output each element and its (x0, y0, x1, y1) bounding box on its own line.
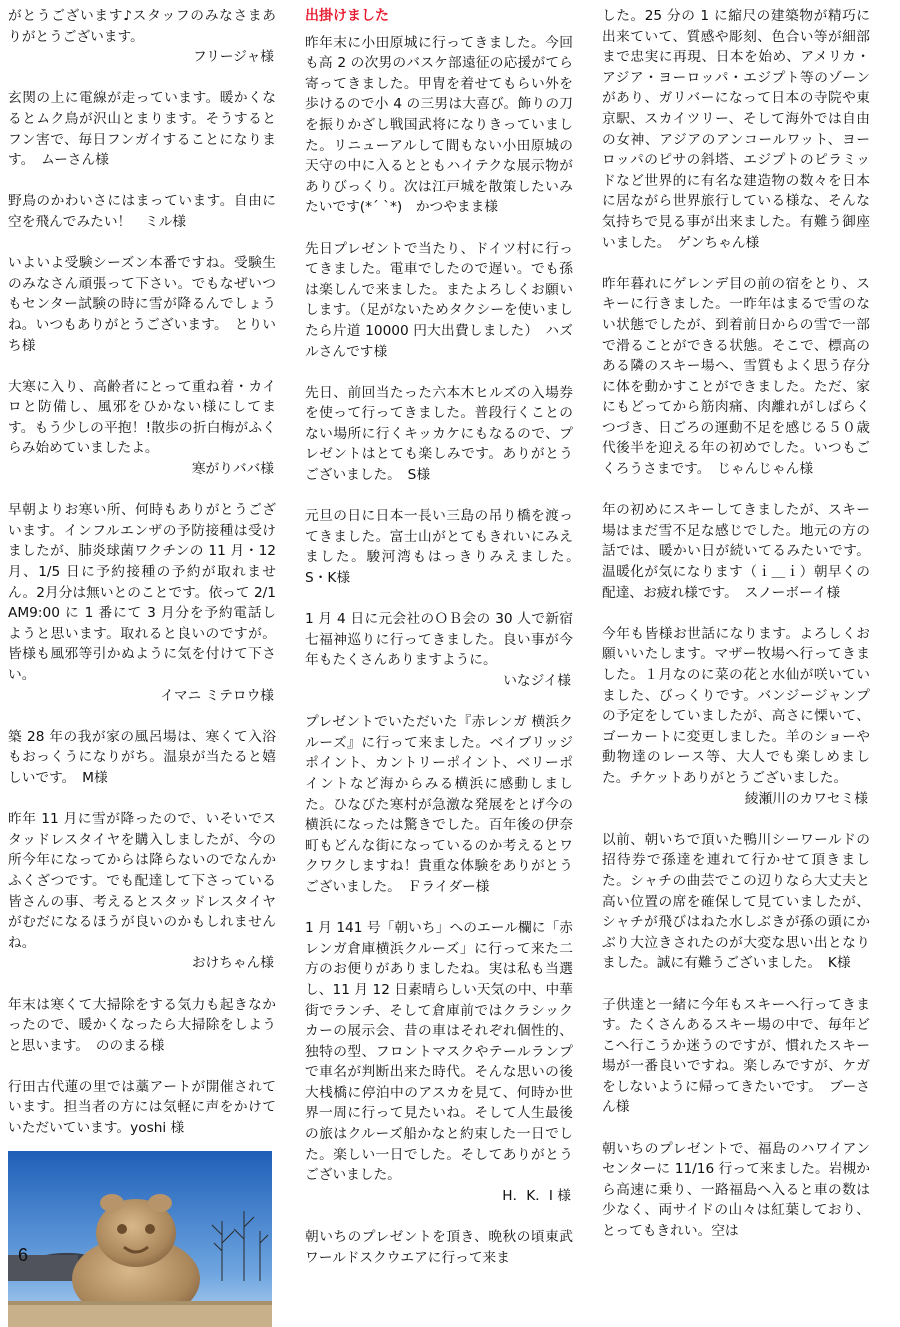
letter-text: 昨年暮れにゲレンデ目の前の宿をとり、スキーに行きました。一昨年はまるで雪のない状態でしたが、到着前日からの雪で一部で滑ることができる状態。そこで、標高のある隣のスキー場へ、雪質もよく思う存分に体を動かすことができました。ただ、家にもどってから筋肉痛、肉離れがしばらくつづき、日ごろの運動不足を感じる５０歳代後半を迎える年の初めでした。いつもごくろうさまです。 じゃんじゃん様 (602, 275, 870, 478)
letter-text: 年末は寒くて大掃除をする気力も起きなかったので、暖かくなったら大掃除をしようと思います。 ののまる様 (8, 996, 276, 1054)
letter-entry (305, 239, 573, 363)
column-2 (305, 6, 587, 1289)
letter-entry (8, 191, 276, 232)
letter-entry (305, 1227, 573, 1268)
letter-entry (305, 918, 573, 1206)
letter-entry (8, 809, 276, 974)
letter-entry (602, 995, 870, 1119)
letter-entry (8, 995, 276, 1057)
letter-entry (8, 500, 276, 706)
letter-text: 先日、前回当たった六本木ヒルズの入場券を使って行ってきました。普段行くことのない場所に行くキッカケにもなるので、プレゼントはとても楽しみです。ありがとうございました。 S様 (305, 384, 573, 484)
letter-text: 早朝よりお寒い所、何時もありがとうございます。インフルエンザの予防接種は受けましたが、肺炎球菌ワクチンの 11 月・12 月、1/5 日に予約接種の予約が取れません。2月分は無いとのことです。依って 2/1AM9:00 に 1 番にて 3 月分を予約電話しようと思います。取れると良いのですが。皆様も風邪等引かぬように気を付けて下さい。 (8, 502, 276, 683)
letter-text: 築 28 年の我が家の風呂場は、寒くて入浴もおっくうになりがち。温泉が当たると嬉しいです。 M様 (8, 728, 276, 786)
straw-art-photo (8, 1151, 272, 1327)
letter-text: 元旦の日に日本一長い三島の吊り橋を渡ってきました。富士山がとてもきれいにみえました。駿河湾もはっきりみえました。 S・K様 (305, 508, 587, 587)
letter-entry (8, 377, 276, 480)
letter-entry (8, 88, 276, 170)
letter-text: 大寒に入り、高齢者にとって重ね着・カイロと防備し、風邪をひかない様にしてます。もう少しの平抱！!散歩の折白梅がふくらみ始めていましたよ。 (8, 378, 276, 457)
letter-signature: H．K．I 様 (502, 1187, 571, 1204)
page-number: 6 (18, 1245, 29, 1265)
letter-entry (602, 624, 870, 809)
letter-text: 今年も皆様お世話になります。よろしくお願いいたします。マザー牧場へ行ってきました。１月なのに菜の花と水仙が咲いていました、びっくりです。バンジージャンプの予定をしていましたが、高さに慄いて、ゴーカートに変更しました。羊のショーや動物達のレース等、大人でも楽しめました。チケットありがとうございました。 (602, 625, 870, 786)
letter-text: 朝いちのプレゼントで、福島のハワイアンセンターに 11/16 行って来ました。岩槻から高速に乗り、一路福島へ入ると車の数は少なく、両サイドの山々は紅葉しており、とってもきれい。空は (602, 1140, 870, 1240)
letter-signature: 綾瀬川のカワセミ様 (744, 790, 868, 807)
letter-text: 朝いちのプレゼントを頂き、晩秋の頃東武ワールドスクウエアに行って来ま (305, 1229, 573, 1266)
letter-text: 1 月 141 号「朝いち」へのエール欄に「赤レンガ倉庫横浜クルーズ」に行って来た二方のお便りがありましたね。実は私も当選し、11 月 12 日素晴らしい天気の中、中華街でランチ、そして倉庫前ではクラシックカーの展示会、昔の車はそれぞれ個性的、独特の型、フロントマスクやテールランプで車名が判断出来た時代。そんな思いの後大桟橋に停泊中のアスカを見て、何時か世界一周に行って見たいね。そして人生最後の旅はクルーズ船かなと約束した一日でした。楽しい一日でした。そしてありがとうございました。 (305, 920, 573, 1184)
letter-entry (602, 1139, 870, 1242)
letter-text: 昨年末に小田原城に行ってきました。今回も高 2 の次男のバスケ部遠征の応援がてら寄ってきました。甲冑を着せてもらい外を歩けるので小 4 の三男は大喜び。飾りの刀を振りかざし戦国武将になりきっていました。リニューアルして間もない小田原城の天守の中に入るとともハイテクな展示物がありびっくり。次は江戸城を散策したいみたいです(*´ `*) かつやまま様 (305, 34, 573, 216)
letter-signature: おけちゃん様 (191, 955, 274, 972)
letter-entry (305, 506, 587, 588)
letter-text: 玄関の上に電線が走っています。暖かくなるとムク鳥が沢山とまります。そうするとフン害で、毎日フンガイすることになります。 ムーさん様 (8, 90, 276, 169)
letter-text: いよいよ受験シーズン本番ですね。受験生のみなさん頑張って下さい。でもなぜいつもセンター試験の時に雪が降るんでしょうね。いつもありがとうございます。 とりいち様 (8, 255, 276, 354)
letter-signature: イマニ ミテロウ様 (160, 687, 274, 704)
letter-entry (8, 1077, 276, 1139)
letter-entry (8, 727, 276, 789)
letter-entry (305, 33, 573, 218)
letter-signature: フリージャ様 (192, 49, 274, 66)
column-1 (8, 6, 276, 1327)
letter-text: 行田古代蓮の里では藁アートが開催されています。担当者の方には気軽に声をかけていただいています。yoshi 様 (8, 1078, 276, 1137)
letter-entry (602, 6, 870, 253)
letter-text: 先日プレゼントで当たり、ドイツ村に行ってきました。電車でしたので遅い。でも孫は楽しんで来ました。またよろしくお願いします。（足がないためタクシーを使いましたら片道 10000 円大出費しました） ハズルさんです様 (305, 240, 573, 360)
letter-text: 年の初めにスキーしてきましたが、スキー場はまだ雪不足な感じでした。地元の方の話では、暖かい日が続いてるみたいです。温暖化が気になります（ｉ＿ｉ）朝早くの配達、お疲れ様です。 スノーボーイ様 (602, 502, 870, 601)
section-heading: 出掛けました (305, 8, 389, 24)
letter-text: がとうございます♪スタッフのみなさまありがとうございます。 (8, 8, 276, 45)
letter-entry (305, 609, 573, 691)
letter-entry (602, 830, 870, 974)
letter-entry (602, 274, 870, 480)
column-3 (602, 6, 870, 1262)
letter-entry (305, 712, 573, 897)
letter-text: 野鳥のかわいさにはまっています。自由に空を飛んでみたい！ ミル様 (8, 193, 276, 230)
letter-entry (8, 6, 276, 68)
letter-entry (602, 500, 870, 603)
letter-text: プレゼントでいただいた『赤レンガ 横浜クルーズ』に行って来ました。ベイブリッジポイント、カントリーポイント、ベリーポイントなど海からみる横浜に感動しました。ひなびた寒村が急激な発展をとげ今の横浜になったは驚きでした。百年後の伊奈町もどんな街になっているのか考えるとワクワクしますね！貴重な体験をありがとうございました。 Ｆライダー様 (305, 714, 573, 895)
letter-text: 1 月 4 日に元会社のＯＢ会の 30 人で新宿七福神巡りに行ってきました。良い事が今年もたくさんありますように。 (305, 611, 573, 669)
letter-text: 子供達と一緒に今年もスキーへ行ってきます。たくさんあるスキー場の中で、毎年どこへ行こうか迷うのですが、慣れたスキー場が一番良いですね。楽しみですが、ケガをしないように帰ってきたいです。 ブーさん様 (602, 996, 870, 1116)
letter-text: 昨年 11 月に雪が降ったので、いそいでスタッドレスタイヤを購入しましたが、今の所今年になってからは降らないのでなんかふくざつです。でも配達して下さっている皆さんの事、考えるとスタッドレスタイヤがむだになるほうが良いのかもしれませんね。 (8, 811, 276, 951)
letter-text: した。25 分の 1 に縮尺の建築物が精巧に出来ていて、質感や彫刻、色合い等が細部まで忠実に再現、日本を始め、アメリカ・アジア・ヨーロッパ・エジプト等のゾーンがあり、ガリバーになって日本の寺院や東京駅、スカイツリー、そして海外では自由の女神、アジアのアンコールワット、ヨーロッパのピサの斜塔、エジプトのピラミッドなど世界的に有名な建造物の数々を日本に居ながら世界旅行している様な、そんな気持ちで見る事が出来ました。有難う御座いました。 ゲンちゃん様 (602, 8, 870, 251)
letter-signature: 寒がりババ様 (191, 461, 274, 478)
letter-entry (305, 383, 573, 486)
letter-signature: いなジイ様 (503, 673, 571, 689)
letter-entry (8, 253, 276, 356)
letter-text: 以前、朝いちで頂いた鴨川シーワールドの招待券で孫達を連れて行かせて頂きました。シャチの曲芸でこの辺りなら大丈夫と高い位置の席を確保して見ていましたが、シャチが飛びはねた水しぶきが孫の頭にかぶり大泣きされたのが大変な思い出となりました。誠に有難うございました。 K様 (602, 831, 870, 972)
